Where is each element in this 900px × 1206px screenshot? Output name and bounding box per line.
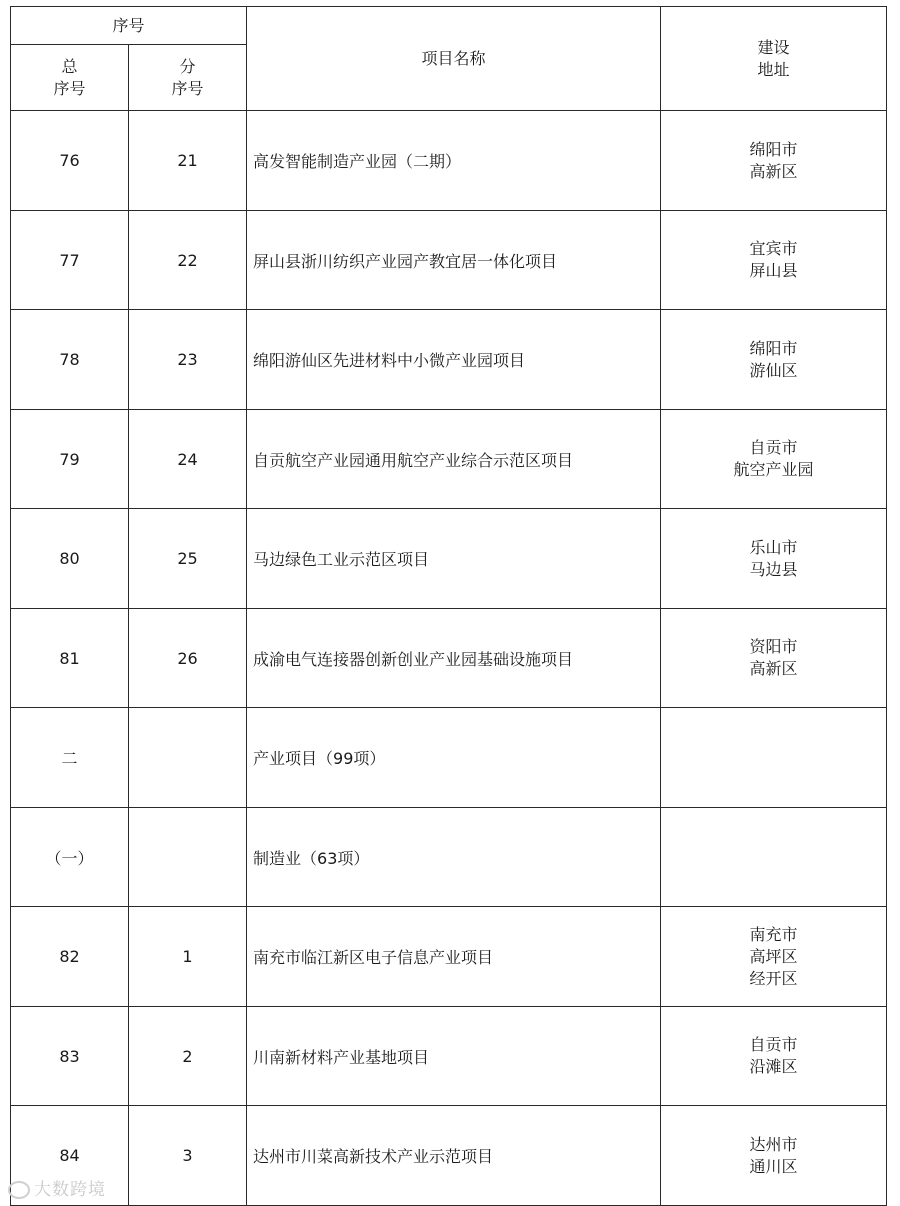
- address-cell: [661, 708, 887, 808]
- sub-seq-cell: [129, 708, 247, 808]
- table-row: [11, 708, 887, 808]
- project-name-cell: 绵阳游仙区先进材料中小微产业园项目: [247, 310, 661, 410]
- address-cell: [661, 907, 887, 1007]
- table-row: [11, 808, 887, 907]
- sub-seq-cell: 22: [129, 211, 247, 310]
- project-name-cell: 达州市川菜高新技术产业示范项目: [247, 1106, 661, 1206]
- address-line: 通川区: [749, 1156, 798, 1176]
- address-cell: [661, 111, 887, 211]
- project-name-cell: 马边绿色工业示范区项目: [247, 509, 661, 609]
- address-cell: [661, 1106, 887, 1206]
- address-line: 游仙区: [749, 360, 798, 380]
- address-line: 高新区: [749, 659, 798, 678]
- address-line: 屏山县: [749, 261, 798, 280]
- total-seq-cell: 83: [11, 1007, 129, 1106]
- project-table: [10, 6, 887, 1206]
- table-row: [11, 211, 887, 310]
- sub-seq-cell: 25: [129, 509, 247, 609]
- total-seq-cell: 81: [11, 609, 129, 708]
- project-name-cell: 南充市临江新区电子信息产业项目: [247, 907, 661, 1007]
- sub-seq-cell: 24: [129, 410, 247, 509]
- address-line: 航空产业园: [733, 460, 814, 479]
- header-project-name: 项目名称: [247, 7, 661, 111]
- address-cell: [661, 1007, 887, 1106]
- header-total-seq: 总 序号: [11, 45, 129, 111]
- address-line: 绵阳市: [749, 139, 798, 159]
- total-seq-cell: 76: [11, 111, 129, 211]
- table-row: [11, 1007, 887, 1106]
- project-name-cell: 川南新材料产业基地项目: [247, 1007, 661, 1106]
- address-cell: [661, 410, 887, 509]
- total-seq-cell: 78: [11, 310, 129, 410]
- address-line: 南充市: [749, 924, 798, 944]
- table-row: [11, 1106, 887, 1206]
- project-name-cell: 自贡航空产业园通用航空产业综合示范区项目: [247, 410, 661, 509]
- project-name-cell: 制造业（63项）: [247, 808, 661, 907]
- total-seq-cell: 82: [11, 907, 129, 1007]
- header-sub-seq: 分 序号: [129, 45, 247, 111]
- address-cell: [661, 609, 887, 708]
- total-seq-cell: 84: [11, 1106, 129, 1206]
- address-line: 自贡市: [749, 1035, 798, 1054]
- total-seq-cell: 二: [11, 708, 129, 808]
- address-line: 马边县: [749, 559, 798, 579]
- sub-seq-cell: [129, 808, 247, 907]
- project-name-cell: 屏山县浙川纺织产业园产教宜居一体化项目: [247, 211, 661, 310]
- address-cell: [661, 808, 887, 907]
- header-address: 建设 地址: [661, 7, 887, 111]
- address-cell: [661, 509, 887, 609]
- sub-seq-cell: 21: [129, 111, 247, 211]
- sub-seq-cell: 3: [129, 1106, 247, 1206]
- table-row: [11, 609, 887, 708]
- total-seq-cell: 79: [11, 410, 129, 509]
- table-row: [11, 310, 887, 410]
- address-line: 宜宾市: [749, 239, 798, 258]
- total-seq-cell: （一）: [11, 808, 129, 907]
- header-row-1: [11, 7, 887, 45]
- address-line: 乐山市: [749, 537, 798, 557]
- table-row: [11, 410, 887, 509]
- watermark: [8, 1175, 106, 1200]
- address-line: 自贡市: [749, 438, 798, 457]
- watermark-logo-icon: [8, 1181, 30, 1199]
- sub-seq-cell: 23: [129, 310, 247, 410]
- address-line: 沿滩区: [749, 1057, 798, 1076]
- address-line: 经开区: [749, 968, 798, 988]
- address-cell: [661, 310, 887, 410]
- table-row: [11, 111, 887, 211]
- sub-seq-cell: 2: [129, 1007, 247, 1106]
- address-line: 高新区: [749, 161, 798, 181]
- project-name-cell: 产业项目（99项）: [247, 708, 661, 808]
- project-name-cell: 高发智能制造产业园（二期）: [247, 111, 661, 211]
- header-seq-group: 序号: [11, 7, 247, 45]
- address-line: 高坪区: [749, 946, 798, 966]
- project-name-cell: 成渝电气连接器创新创业产业园基础设施项目: [247, 609, 661, 708]
- sub-seq-cell: 26: [129, 609, 247, 708]
- sub-seq-cell: 1: [129, 907, 247, 1007]
- table-row: [11, 509, 887, 609]
- address-line: 达州市: [749, 1134, 798, 1154]
- total-seq-cell: 77: [11, 211, 129, 310]
- address-line: 绵阳市: [749, 338, 798, 358]
- address-cell: [661, 211, 887, 310]
- table-row: [11, 907, 887, 1007]
- total-seq-cell: 80: [11, 509, 129, 609]
- watermark-text: 大数跨境: [34, 1180, 106, 1200]
- address-line: 资阳市: [749, 637, 798, 656]
